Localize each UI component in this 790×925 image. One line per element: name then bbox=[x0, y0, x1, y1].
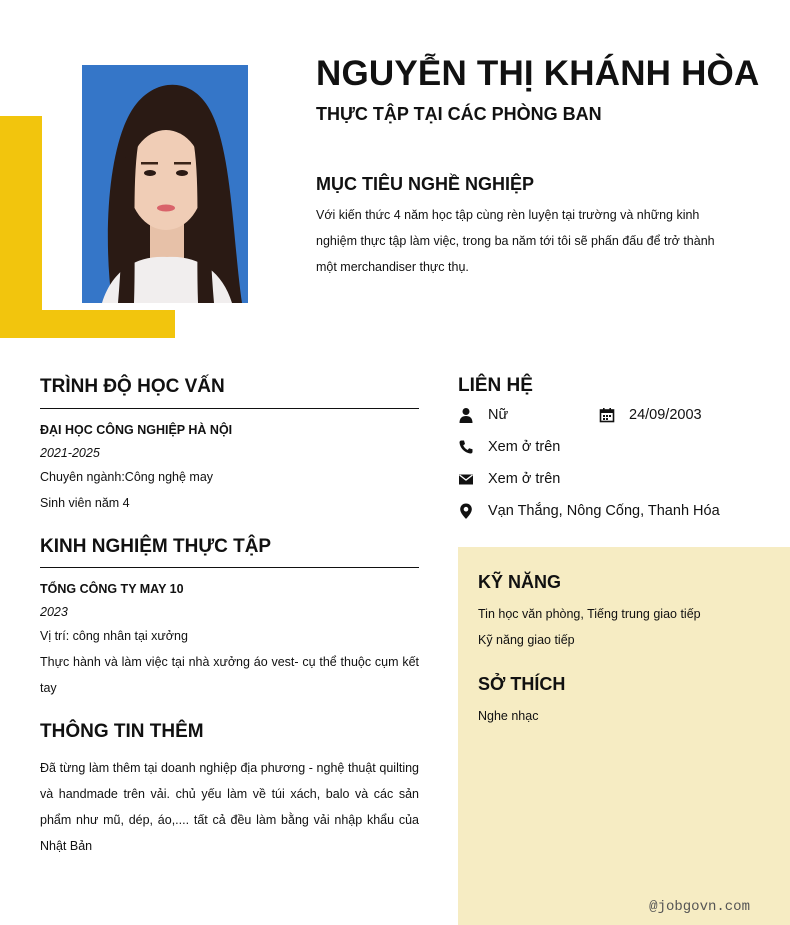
contact-email-value: Xem ở trên bbox=[488, 471, 561, 487]
skills-item: Kỹ năng giao tiếp bbox=[478, 633, 575, 647]
contact-phone-value: Xem ở trên bbox=[488, 439, 561, 455]
experience-divider bbox=[40, 567, 419, 568]
contact-gender-value: Nữ bbox=[488, 407, 509, 423]
contact-address-value: Vạn Thắng, Nông Cống, Thanh Hóa bbox=[488, 503, 720, 519]
skills-heading: KỸ NĂNG bbox=[478, 572, 562, 592]
hobbies-item: Nghe nhạc bbox=[478, 709, 539, 723]
skills-item: Tin học văn phòng, Tiếng trung giao tiếp bbox=[478, 607, 701, 621]
education-school: ĐẠI HỌC CÔNG NGHIỆP HÀ NỘI bbox=[40, 423, 233, 437]
person-icon bbox=[458, 407, 474, 423]
experience-role: Vị trí: công nhân tại xưởng bbox=[40, 629, 188, 643]
calendar-icon bbox=[599, 407, 615, 423]
education-divider bbox=[40, 408, 419, 409]
contact-birthday bbox=[599, 407, 702, 423]
education-heading: TRÌNH ĐỘ HỌC VẤN bbox=[40, 376, 225, 397]
education-status: Sinh viên năm 4 bbox=[40, 496, 130, 510]
hobbies-heading: SỞ THÍCH bbox=[478, 674, 566, 694]
objective-text: Với kiến thức 4 năm học tập cùng rèn luyện tại trường và những kinh nghiệm thực tập làm việc, trong ba năm tới tôi sẽ phấn đấu để trở thành một merchandiser thực thụ. bbox=[316, 208, 715, 274]
objective-heading: MỤC TIÊU NGHỀ NGHIỆP bbox=[316, 174, 535, 194]
envelope-icon bbox=[458, 471, 474, 487]
contact-birthday-value: 24/09/2003 bbox=[629, 407, 702, 423]
contact-phone bbox=[458, 439, 560, 455]
skills-sidebar bbox=[458, 547, 790, 925]
more-info-text: Đã từng làm thêm tại doanh nghiệp địa phương - nghệ thuật quilting và handmade trên vải. chủ yếu làm về túi xách, balo và các sản phẩm như mũ, dép, áo,.... tất cả đều làm bằng vải nhập khẩu của Nhật Bản bbox=[40, 761, 419, 853]
desired-position: THỰC TẬP TẠI CÁC PHÒNG BAN bbox=[316, 104, 602, 124]
contact-heading: LIÊN HỆ bbox=[458, 375, 533, 396]
profile-photo bbox=[82, 65, 248, 303]
experience-description: Thực hành và làm việc tại nhà xưởng áo vest- cụ thể thuộc cụm kết tay bbox=[40, 655, 419, 695]
contact-email bbox=[458, 471, 560, 487]
phone-icon bbox=[458, 439, 474, 455]
experience-heading: KINH NGHIỆM THỰC TẬP bbox=[40, 536, 272, 557]
contact-address bbox=[458, 503, 720, 519]
candidate-name: NGUYỄN THỊ KHÁNH HÒA bbox=[316, 54, 760, 93]
experience-company: TỔNG CÔNG TY MAY 10 bbox=[40, 582, 184, 596]
more-info-heading: THÔNG TIN THÊM bbox=[40, 721, 204, 742]
education-major: Chuyên ngành:Công nghệ may bbox=[40, 470, 214, 484]
experience-year: 2023 bbox=[40, 605, 68, 619]
map-pin-icon bbox=[458, 503, 474, 519]
accent-bar-vertical bbox=[0, 116, 42, 338]
education-years: 2021-2025 bbox=[40, 446, 100, 460]
watermark: @jobgovn.com bbox=[649, 899, 750, 915]
contact-gender bbox=[458, 407, 508, 423]
accent-bar-horizontal bbox=[0, 310, 175, 338]
